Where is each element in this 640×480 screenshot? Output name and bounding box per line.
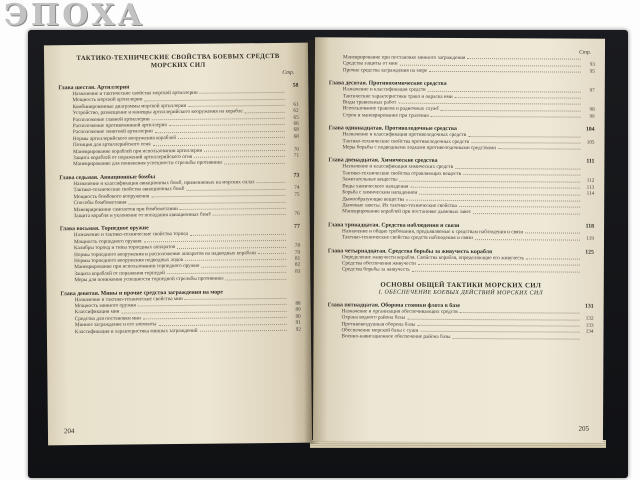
- toc-leader-dots: [431, 113, 581, 118]
- chapter-title: Глава двенадцатая. Химические средства: [328, 157, 438, 165]
- toc-leader-dots: [257, 179, 286, 184]
- toc-item-text: Средства для постановки мин: [74, 315, 141, 322]
- toc-leader-dots: [467, 55, 581, 60]
- right-chapter-list: [328, 81, 595, 275]
- toc-item-text: Минное заграждение и его элементы: [74, 321, 157, 329]
- right-last-chapter: [327, 302, 593, 341]
- toc-item: [327, 334, 593, 342]
- toc-item-text: Виды травильных работ: [342, 99, 397, 106]
- toc-leader-dots: [498, 145, 581, 150]
- toc-item-page: 92: [295, 326, 301, 333]
- left-page-title: ТАКТИКО-ТЕХНИЧЕСКИЕ СВОЙСТВА БОЕВЫХ СРЕДСТВ: [76, 52, 280, 63]
- chapter-page: 73: [293, 172, 300, 179]
- toc-item-text: Назначение и тактико-технические свойства мин: [74, 295, 183, 303]
- toc-leader-dots: [460, 309, 580, 314]
- toc-leader-dots: [200, 326, 287, 331]
- toc-leader-dots: [410, 183, 580, 188]
- toc-leader-dots: [190, 230, 286, 235]
- toc-leader-dots: [143, 314, 287, 320]
- toc-item-page: 79: [294, 249, 301, 256]
- toc-item-text: Расположение зенитной артиллерии: [72, 128, 153, 136]
- toc-leader-dots: [186, 185, 285, 190]
- toc-item-text: Назначение и организация обеспечивающих средств: [341, 308, 458, 315]
- toc-item-text: Маневрирование для понижения успешности стрельбы противника: [73, 159, 223, 168]
- toc-leader-dots: [180, 204, 286, 210]
- toc-item-text: Маневрирование при использовании торпедного оружия: [74, 263, 200, 271]
- toc-leader-dots: [400, 177, 581, 182]
- toc-item-page: 132: [585, 315, 594, 322]
- toc-leader-dots: [177, 243, 286, 249]
- toc-item: [329, 67, 595, 75]
- toc-item-page: 61: [293, 101, 299, 108]
- toc-item-text: Расположение главной артиллерии: [72, 115, 150, 123]
- toc-leader-dots: [185, 294, 287, 299]
- toc-leader-dots: [245, 108, 285, 113]
- left-page-content: [58, 53, 302, 437]
- toc-leader-dots: [417, 321, 579, 326]
- toc-item-text: Строи и маневрирование при тралении: [342, 112, 430, 119]
- toc-leader-dots: [158, 320, 286, 326]
- toc-item-text: Дымовые завесы. Их тактико-технические свойства: [342, 202, 457, 209]
- toc-item-text: Нормы торпедного вооружения и расположение аппаратов на надводных кораблях: [74, 249, 257, 258]
- toc-item-text: Маневрирование самолетов при бомбометании: [73, 205, 178, 213]
- right-page: [313, 37, 605, 443]
- toc-item-page: [582, 210, 594, 216]
- chapter-title: Глава десятая. Противохимические средства: [328, 80, 447, 88]
- chapter-page: 118: [585, 223, 595, 230]
- toc-item: [328, 267, 594, 275]
- page-number-right: 205: [578, 424, 590, 433]
- toc-leader-dots: [475, 235, 580, 240]
- toc-item-page: [582, 146, 594, 152]
- toc-item-text: Прочие средства заграждения на море: [342, 67, 428, 74]
- toc-leader-dots: [473, 209, 580, 214]
- toc-item: [61, 326, 301, 335]
- chapter-page: 111: [586, 159, 595, 166]
- toc-item-page: 119: [586, 235, 595, 242]
- chapter-title: Глава девятая. Мины и прочие средства заграждения на море: [60, 289, 223, 297]
- toc-item-page: 88: [295, 300, 301, 307]
- toc-item: [59, 159, 299, 168]
- toc-item-text: Классификация и характеристика минных заграждений: [74, 327, 198, 335]
- toc-item-text: Меры для понижения успешности торпедной стрельбы противника: [74, 275, 224, 284]
- toc-leader-dots: [471, 139, 581, 144]
- toc-item-page: 105: [586, 139, 595, 146]
- toc-item-text: Мощность морской артиллерии: [72, 96, 143, 104]
- toc-item-text: Комбинированные диаграммы морской артиллерии: [72, 102, 187, 110]
- chapter-title: Глава пятнадцатая. Оборона стоянки флота в базе: [327, 302, 461, 309]
- toc-item: [328, 144, 594, 152]
- toc-item-text: Назначение и тактические свойства морской артиллерии: [72, 89, 198, 98]
- toc-item-text: Нормы торпедного вооружения подводных лодок: [74, 256, 184, 265]
- chapter-title: Глава седьмая. Авиационные бомбы: [59, 174, 156, 182]
- toc-item-text: Маневрирование при постановке минного заграждения: [342, 54, 466, 62]
- toc-item-text: Защита кораблей от поражения торпедой: [74, 269, 165, 277]
- toc-leader-dots: [459, 203, 580, 208]
- toc-leader-dots: [213, 211, 286, 216]
- toc-item-page: 82: [295, 262, 301, 269]
- page-number-left: 204: [63, 427, 75, 436]
- toc-leader-dots: [455, 94, 581, 99]
- toc-item-text: Средства борьбы за живучесть: [341, 266, 410, 274]
- toc-item-text: Назначение и классификация химических средств: [342, 163, 454, 171]
- page-column-header-right: Стр.: [579, 49, 591, 56]
- toc-item: [60, 275, 300, 284]
- toc-item-text: Способы бомбометания: [73, 199, 127, 207]
- toc-leader-dots: [155, 127, 285, 133]
- toc-item-page: 68: [293, 127, 299, 134]
- toc-leader-dots: [429, 68, 581, 73]
- toc-item-text: Использование травлов и радиочных служб: [342, 105, 440, 113]
- chapter-title: Глава шестая. Артиллерия: [58, 84, 130, 92]
- toc-leader-dots: [204, 147, 285, 152]
- toc-leader-dots: [398, 100, 580, 105]
- toc-leader-dots: [201, 262, 286, 267]
- toc-leader-dots: [399, 61, 580, 66]
- left-chapter-list: [58, 83, 301, 335]
- toc-item-text: Определение живучести корабля. Свойства корабля, определяющие его живучесть: [341, 253, 525, 261]
- toc-item-page: 78: [294, 242, 301, 249]
- toc-item-text: Устройство, размещение и маневры артиллерийского вооружения на корабле: [72, 108, 243, 117]
- toc-item-text: Нормы артиллерийского вооружения кораблей: [72, 134, 177, 142]
- toc-item-text: Защита кораблей от поражений артиллерийского огня: [73, 153, 193, 162]
- section-title: ОСНОВЫ ОБЩЕЙ ТАКТИКИ МОРСКИХ СИЛ: [380, 281, 542, 290]
- toc-leader-dots: [406, 196, 580, 201]
- toc-item-page: 75: [294, 191, 300, 198]
- toc-item-page: 134: [585, 328, 594, 335]
- toc-item-page: 66: [293, 120, 299, 127]
- toc-item-text: Зажигательные вещества: [342, 176, 398, 183]
- toc-item-page: 83: [295, 268, 301, 275]
- toc-leader-dots: [129, 198, 286, 204]
- left-page: [44, 43, 312, 446]
- toc-leader-dots: [153, 140, 285, 146]
- toc-item-text: Военно-навигационное обеспечение района базы: [341, 333, 451, 341]
- toc-item-text: Назначение и классификация средств: [342, 86, 426, 94]
- chapter-title: Глава четырнадцатая. Средства борьбы за живучесть корабля: [327, 247, 493, 255]
- toc-leader-dots: [441, 106, 581, 111]
- toc-item-page: 93: [589, 62, 595, 69]
- toc-item-page: 81: [294, 255, 301, 262]
- toc-leader-dots: [259, 249, 287, 254]
- toc-leader-dots: [226, 275, 287, 280]
- toc-item-text: Расположение противоминной артиллерии: [72, 122, 168, 130]
- toc-leader-dots: [200, 89, 285, 94]
- toc-item: [328, 209, 594, 217]
- toc-leader-dots: [185, 256, 286, 261]
- toc-item-page: 74: [294, 185, 300, 192]
- page-column-header: Стр.: [282, 69, 295, 76]
- toc-leader-dots: [526, 255, 580, 260]
- toc-item-page: 62: [293, 107, 299, 115]
- toc-item-text: Тактико-технические свойства авиационных бомб: [73, 186, 185, 194]
- toc-item-text: Тактико-технические свойства средств наблюдения и связи: [341, 234, 473, 242]
- toc-item-page: 113: [586, 184, 595, 191]
- toc-leader-dots: [138, 301, 287, 307]
- toc-item-text: Противовоздушная оборона базы: [341, 320, 416, 328]
- toc-item-page: [287, 159, 299, 166]
- toc-leader-dots: [419, 190, 580, 195]
- toc-item-text: Калибры торпед и типы торпедных аппаратов: [74, 244, 176, 252]
- toc-item-text: Виды химического нападения: [342, 183, 409, 190]
- toc-item-page: 90: [295, 313, 301, 320]
- toc-leader-dots: [468, 132, 580, 137]
- chapter-title: Глава восьмая. Торпедное оружие: [59, 225, 149, 233]
- toc-item-text: Маневрирование кораблей при использовании артиллерии: [72, 147, 203, 155]
- watermark-logo: ЭПОХА: [4, 0, 146, 33]
- toc-leader-dots: [225, 159, 286, 164]
- toc-leader-dots: [152, 115, 285, 121]
- toc-item-text: Охрана водного района базы: [341, 314, 406, 321]
- chapter-title: Глава одиннадцатая. Противолодочные средства: [328, 125, 457, 133]
- toc-item-text: Позиция для артиллерийского огня: [72, 141, 151, 149]
- toc-item-page: 91: [295, 319, 301, 326]
- toc-item-text: Меры борьбы с подводными лодками противолодочными средствами: [342, 144, 496, 152]
- toc-item-text: Тактические характеристики травл и окраска ими: [342, 93, 453, 100]
- toc-leader-dots: [412, 267, 580, 272]
- toc-item-page: 89: [295, 307, 301, 314]
- chapter-title: Глава тринадцатая. Средства наблюдения и связи: [328, 222, 460, 229]
- toc-item-text: Тактико-технические свойства отравляющих веществ: [342, 170, 462, 177]
- toc-leader-dots: [194, 153, 285, 158]
- chapter-page: 125: [585, 249, 594, 256]
- right-page-content: [327, 47, 595, 434]
- toc-leader-dots: [151, 192, 285, 198]
- toc-item-text: Назначение и классификация авиационных бомб, применяемых на морских силах: [73, 179, 255, 187]
- toc-leader-dots: [525, 229, 580, 234]
- toc-item-page: 97: [589, 87, 595, 94]
- toc-leader-dots: [455, 164, 580, 169]
- toc-item-page: 71: [293, 152, 300, 159]
- left-page-title-line2: МОРСКИХ СИЛ: [150, 61, 206, 70]
- chapter-page: 58: [292, 82, 299, 89]
- toc-item-page: 70: [293, 146, 300, 153]
- toc-item-text: Назначение и классификация противолодочных средств: [342, 131, 467, 139]
- toc-item-text: Средства обеспечения живучести: [341, 260, 416, 267]
- toc-item-page: 76: [294, 210, 300, 217]
- toc-item-text: Тактико-технические свойства противолодочных средств: [342, 138, 470, 145]
- toc-item: [328, 234, 594, 242]
- chapter-page: 77: [294, 224, 300, 231]
- subsection-title: I. ОБЕСПЕЧЕНИЕ БОЕВЫХ ДЕЙСТВИЙ МОРСКИХ СИЛ: [378, 289, 543, 297]
- toc-item-text: Классификация мин: [74, 308, 120, 316]
- toc-item-page: 112: [586, 177, 595, 184]
- toc-item-page: 114: [586, 190, 595, 197]
- chapter-page: 104: [585, 126, 595, 133]
- toc-item-page: 133: [585, 322, 594, 329]
- toc-leader-dots: [418, 261, 580, 266]
- toc-item-page: [288, 275, 300, 282]
- toc-leader-dots: [167, 269, 286, 275]
- toc-leader-dots: [428, 87, 581, 92]
- toc-leader-dots: [178, 134, 285, 140]
- toc-leader-dots: [144, 95, 284, 101]
- toc-item-text: Назначение и общие требования, предъявляемые к средствам наблюдения и связи: [342, 228, 524, 236]
- toc-item-text: Защита корабля и уклонение от попадания авиационных бомб: [73, 211, 212, 219]
- chapter-page: 131: [584, 303, 594, 310]
- toc-item-page: 98: [589, 107, 595, 114]
- toc-item-text: Средства защиты от мин: [342, 60, 398, 68]
- toc-item-page: 95: [589, 68, 595, 75]
- toc-item-text: Маневрирование кораблей при постановке дымовых завес: [342, 208, 472, 216]
- right-top-items: [329, 54, 595, 75]
- toc-leader-dots: [143, 237, 286, 243]
- toc-item-page: 65: [293, 114, 299, 121]
- toc-item-page: [581, 335, 593, 341]
- toc-leader-dots: [407, 315, 580, 320]
- toc-leader-dots: [463, 171, 580, 176]
- toc-item-text: Дымообразующие вещества: [342, 195, 405, 203]
- toc-item-text: Назначение и тактико-технические свойства торпед: [73, 231, 189, 239]
- toc-item-text: Обеспечение морской базы с суши: [341, 327, 419, 334]
- toc-leader-dots: [121, 307, 286, 313]
- toc-item: [329, 112, 595, 120]
- toc-leader-dots: [169, 121, 285, 127]
- toc-leader-dots: [420, 328, 579, 333]
- toc-item-page: [582, 268, 594, 274]
- toc-leader-dots: [188, 102, 284, 107]
- toc-item-page: 68: [293, 133, 299, 140]
- toc-item-text: Борьба с химическим нападением: [342, 189, 418, 196]
- toc-item-text: Мощность бомбового вооружения: [73, 192, 150, 200]
- toc-item: [60, 211, 300, 220]
- toc-item-page: 99: [589, 113, 595, 120]
- toc-item-text: Мощность торпедного оружия: [73, 238, 142, 245]
- toc-leader-dots: [452, 334, 579, 339]
- toc-item-text: Мощность минного оружия: [74, 302, 136, 310]
